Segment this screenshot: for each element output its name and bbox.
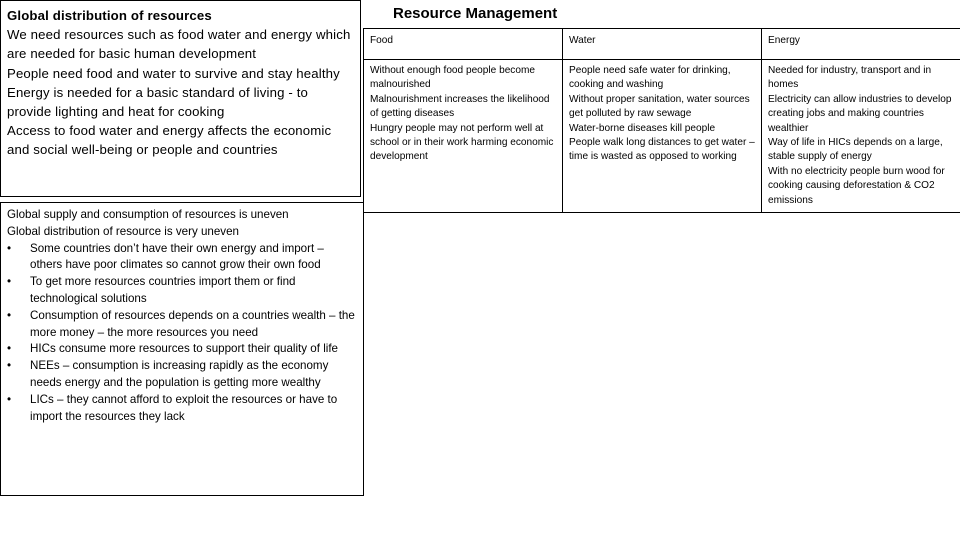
energy-line: With no electricity people burn wood for cooking causing deforestation & CO2 emissions <box>768 165 945 206</box>
table-row <box>364 60 960 213</box>
bullet-icon: • <box>7 308 12 322</box>
resource-management-table <box>363 28 960 213</box>
water-cell <box>563 60 762 213</box>
water-line: People walk long distances to get water – time is wasted as opposed to working <box>569 137 755 163</box>
bullet-icon: • <box>7 359 12 373</box>
bullet-icon: • <box>7 241 12 255</box>
bullet-text: Consumption of resources depends on a countries wealth – the more money – the more resources you need <box>30 308 355 339</box>
intro-heading: Global distribution of resources <box>7 8 212 23</box>
bullet-text: To get more resources countries import them or find technological solutions <box>30 275 296 305</box>
intro-line: Access to food water and energy affects the economic and social well-being or people and countries <box>7 123 332 158</box>
intro-line: People need food and water to survive and stay healthy <box>7 65 340 81</box>
list-item <box>7 308 357 342</box>
bullet-icon: • <box>7 275 12 289</box>
bullet-text: HICs consume more resources to support their quality of life <box>30 342 339 356</box>
bullet-text: LICs – they cannot afford to exploit the resources or have to import the resources they lack <box>30 392 338 423</box>
table-header-row <box>364 29 960 60</box>
bullet-icon: • <box>7 342 12 356</box>
energy-line: Way of life in HICs depends on a large, stable supply of energy <box>768 137 943 163</box>
intro-line: We need resources such as food water and energy which are needed for basic human development <box>7 27 351 62</box>
energy-line: Electricity can allow industries to develop creating jobs and making countries wealthier <box>768 93 952 134</box>
resource-management-title: Resource Management <box>393 5 558 22</box>
intro-line: Energy is needed for a basic standard of living - to provide lighting and heat for cooking <box>7 84 309 120</box>
water-line: Without proper sanitation, water sources get polluted by raw sewage <box>569 93 750 120</box>
bullet-text: Some countries don’t have their own energy and import – others have poor climates so cannot grow their own food <box>30 241 324 272</box>
supply-bullet-list <box>7 241 357 426</box>
bullet-text: NEEs – consumption is increasing rapidly as the economy needs energy and the population is getting more wealthy <box>30 359 329 389</box>
intro-textbox <box>0 0 361 197</box>
energy-cell <box>762 60 960 213</box>
water-line: People need safe water for drinking, cooking and washing <box>569 65 731 91</box>
food-line: Without enough food people become malnourished <box>370 65 535 91</box>
supply-textbox <box>0 202 364 496</box>
column-header-water: Water <box>563 29 762 60</box>
water-line: Water-borne diseases kill people <box>569 122 716 134</box>
column-header-energy: Energy <box>762 29 960 60</box>
supply-heading: Global supply and consumption of resources is uneven <box>7 208 289 221</box>
energy-line: Needed for industry, transport and in homes <box>768 65 932 91</box>
food-cell <box>364 60 563 213</box>
bullet-icon: • <box>7 392 12 406</box>
food-line: Hungry people may not perform well at school or in their work harming economic development <box>370 122 554 163</box>
list-item <box>7 274 357 308</box>
supply-subheading: Global distribution of resource is very uneven <box>7 224 239 238</box>
list-item <box>7 392 357 426</box>
column-header-food: Food <box>364 29 563 60</box>
food-line: Malnourishment increases the likelihood of getting diseases <box>370 93 550 120</box>
list-item <box>7 358 357 392</box>
list-item <box>7 241 357 275</box>
list-item <box>7 341 357 358</box>
